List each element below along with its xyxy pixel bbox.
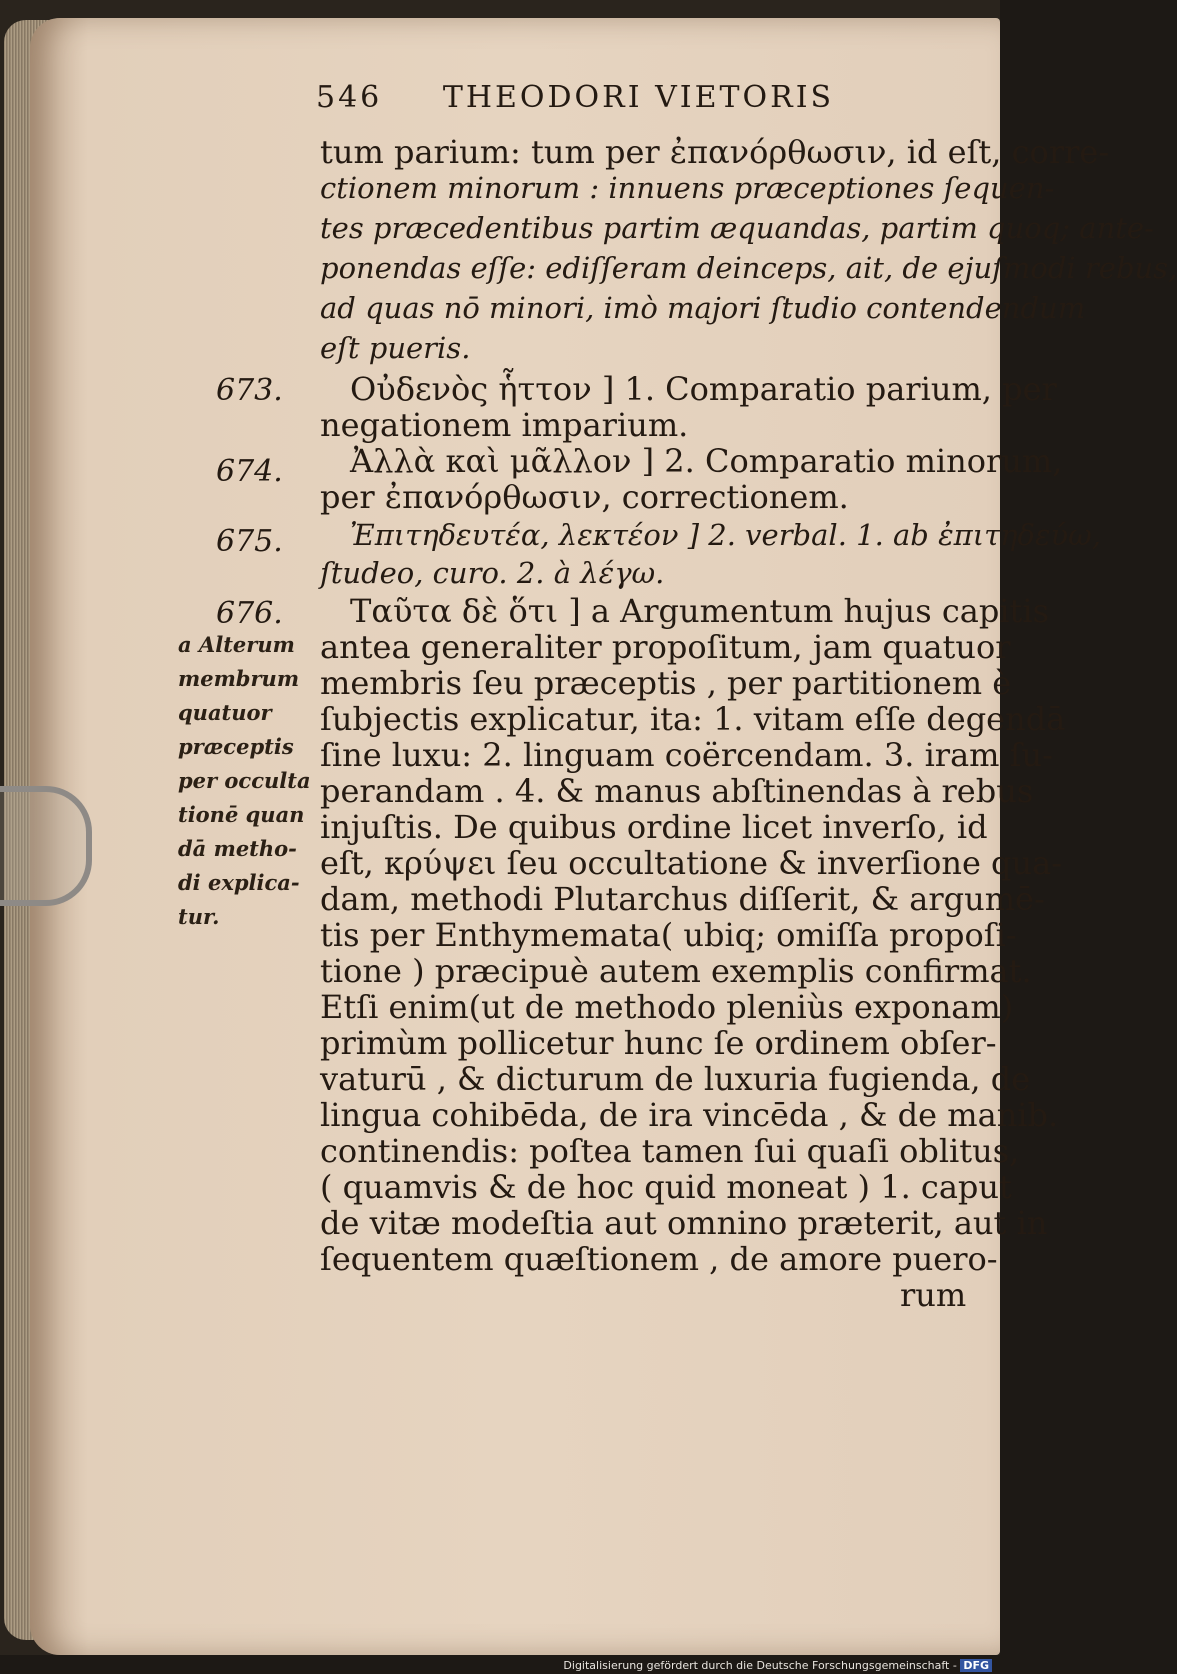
margin-note-line: membrum — [178, 666, 300, 691]
text-line: Ἐπιτηδευτέα, λεκτέον ] 2. verbal. 1. ab ἐπιτηδεύω, — [350, 518, 1102, 552]
text-line: per ἐπανόρθωσιν, correctionem. — [320, 478, 849, 516]
text-line: dam, methodi Plutarchus diſſerit, & argumē- — [320, 880, 1045, 918]
text-line: tes præcedentibus partim æquandas, partim quoq; ante- — [320, 211, 1154, 245]
margin-number: 673. — [216, 373, 283, 408]
margin-note-line: præceptis — [178, 734, 294, 759]
text-line: eſt pueris. — [320, 331, 471, 365]
text-line: vaturū , & dicturum de luxuria fugienda, de — [320, 1060, 1031, 1098]
margin-number: 675. — [216, 524, 283, 559]
text-line: primùm pollicetur hunc ſe ordinem obſer- — [320, 1024, 997, 1062]
text-line: ( quamvis & de hoc quid moneat ) 1. caput — [320, 1168, 1012, 1206]
text-line: ſine luxu: 2. linguam coërcendam. 3. iram ſu- — [320, 736, 1053, 774]
text-line: eſt, κρύψει ſeu occultatione & inverſione qua- — [320, 844, 1063, 882]
margin-note-line: di explica- — [178, 870, 300, 895]
margin-number: 676. — [216, 596, 283, 631]
margin-note-line: tionē quan — [178, 802, 305, 827]
text-line: ponendas eſſe: ediſſeram deinceps, ait, de ejuſmodi rebus, — [320, 251, 1177, 285]
margin-note-line: dā metho- — [178, 836, 297, 861]
text-line: lingua cohibēda, de ira vincēda , & de manib. — [320, 1096, 1059, 1134]
text-line: tione ) præcipuè autem exemplis confirmat. — [320, 952, 1032, 990]
text-line: Ταῦτα δὲ ὅτι ] a Argumentum hujus capitis — [350, 592, 1050, 630]
text-line: antea generaliter propoſitum, jam quatuor — [320, 628, 1011, 666]
footer-text: Digitalisierung gefördert durch die Deutsche Forschungsgemeinschaft - — [563, 1659, 957, 1672]
text-line: ſubjectis explicatur, ita: 1. vitam eſſe degendā — [320, 700, 1066, 738]
catchword: rum — [900, 1276, 967, 1314]
running-head — [316, 80, 896, 115]
text-line: ſequentem quæſtionem , de amore puero- — [320, 1240, 998, 1278]
text-line: ctionem minorum : innuens præceptiones ſequen- — [320, 171, 1055, 205]
margin-number: 674. — [216, 454, 283, 489]
running-title: THEODORI VIETORIS — [442, 80, 835, 115]
text-line: Ἀλλὰ καὶ μᾶλλον ] 2. Comparatio minorum, — [350, 442, 1063, 480]
margin-note-line: quatuor — [178, 700, 272, 725]
text-line: perandam . 4. & manus abſtinendas à rebus — [320, 772, 1034, 810]
margin-note-line: tur. — [178, 904, 220, 929]
text-line: tis per Enthymemata( ubiq; omiſſa propoſi- — [320, 916, 1017, 954]
page-number: 546 — [316, 80, 383, 115]
margin-note-line: a Alterum — [178, 632, 295, 657]
text-line: ad quas nō minori, imò majori ſtudio contendendum — [320, 291, 1086, 325]
text-line: Etſi enim(ut de methodo pleniùs exponam) — [320, 988, 1014, 1026]
text-line: tum parium: tum per ἐπανόρθωσιν, id eſt, corre- — [320, 133, 1110, 171]
text-line: continendis: poſtea tamen ſui quaſi oblitus, — [320, 1132, 1020, 1170]
text-line: membris ſeu præceptis , per partitionem è — [320, 664, 1012, 702]
page-clip — [0, 786, 92, 906]
dfg-logo: DFG — [960, 1659, 992, 1672]
footer-credit — [563, 1659, 992, 1672]
text-line: de vitæ modeſtia aut omnino præterit, aut in — [320, 1204, 1048, 1242]
text-line: ſtudeo, curo. 2. à λέγω. — [320, 556, 665, 590]
text-line: negationem imparium. — [320, 406, 689, 444]
text-line: Οὐδενὸς ἧττον ] 1. Comparatio parium, per — [350, 370, 1057, 408]
text-line: injuſtis. De quibus ordine licet inverſo, id — [320, 808, 988, 846]
margin-note-line: per occulta — [178, 768, 311, 793]
